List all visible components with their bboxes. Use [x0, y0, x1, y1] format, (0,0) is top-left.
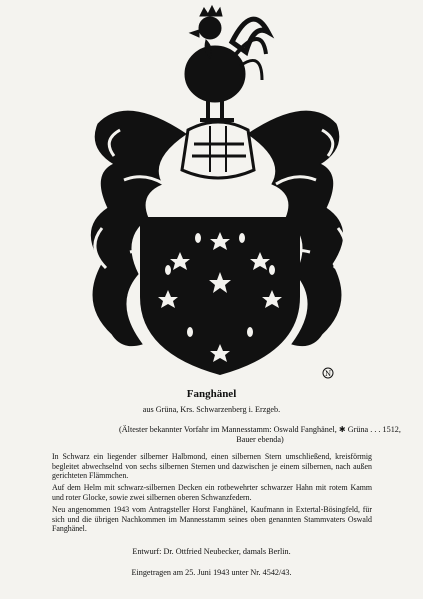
helmet: [182, 122, 254, 178]
svg-text:N: N: [324, 370, 332, 378]
rooster-crest: [185, 6, 268, 120]
artist-mark: [322, 366, 334, 378]
family-name-heading: Fanghänel: [186, 388, 237, 400]
shield: [140, 217, 300, 375]
blazon-description: In Schwarz ein liegender silberner Halbmond, einen silbernen Stern umschließend, kreisförmig begleitet abwechselnd von sechs silbernen Sternen und dazwischen je einem silbernen, nach außen gerichteten Flämmchen.: [52, 452, 372, 481]
registration-line: Eingetragen am 25. Juni 1943 unter Nr. 4542/43.: [131, 568, 292, 577]
adoption-note: Neu angenommen 1943 vom Antragsteller Horst Fanghänel, Kaufmann in Extertal-Bösingfeld, für sich und die übrigen Nachkommen im Mannesstamm seines oben genannten Stammvaters Oswald Fanghänel.: [52, 505, 372, 534]
coat-of-arms-illustration: [60, 2, 380, 380]
helm-description: Auf dem Helm mit schwarz-silbernen Decken ein rotbewehrter schwarzer Hahn mit rotem Kamm und roter Glocke, sowie zwei silbernen oberen Schwanzfedern.: [52, 483, 372, 502]
design-credit: Entwurf: Dr. Ottfried Neubecker, damals Berlin.: [132, 547, 291, 556]
ancestor-note: (Ältester bekannter Vorfahr im Mannesstamm: Oswald Fanghänel, ✱ Grüna . . . 1512, Bauer ebenda): [119, 425, 401, 444]
origin-line: aus Grüna, Krs. Schwarzenberg i. Erzgeb.: [142, 405, 281, 414]
